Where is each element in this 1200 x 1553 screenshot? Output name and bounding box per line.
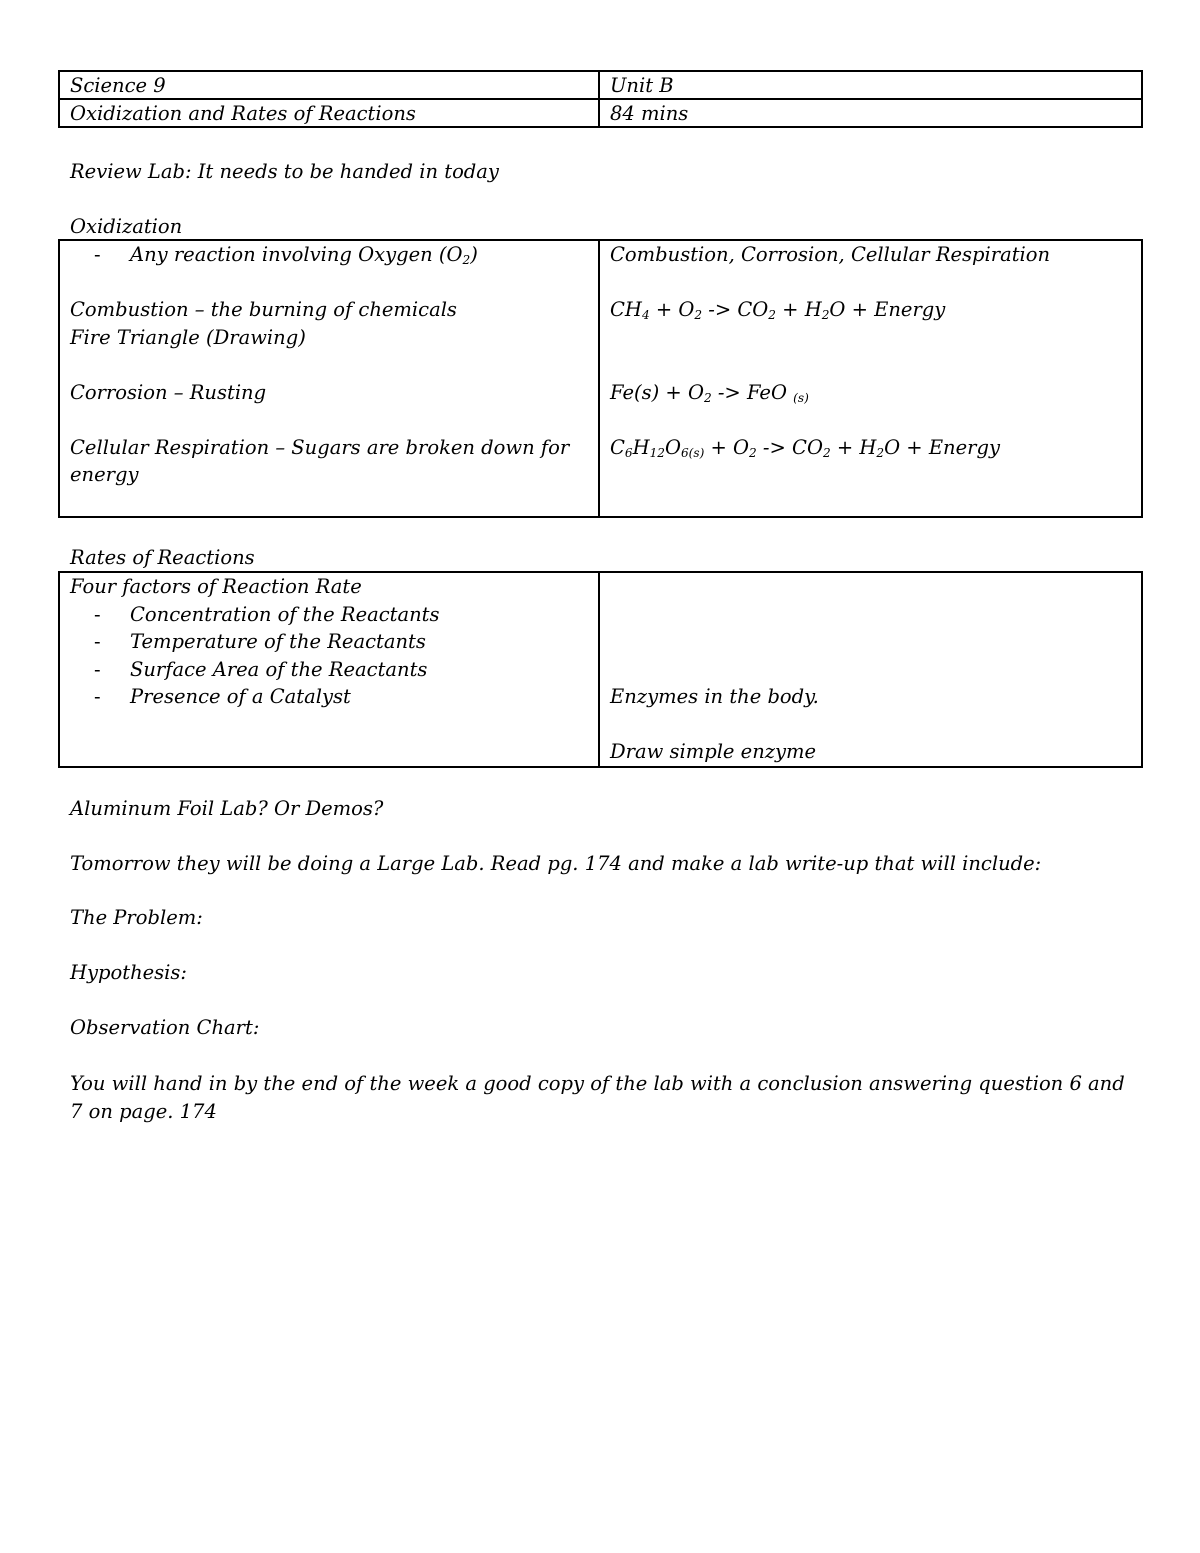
lab-section-observation: Observation Chart:	[70, 1016, 260, 1039]
rates-left-cell	[59, 572, 599, 767]
oxidization-heading: Oxidization	[70, 215, 183, 238]
factor-item: - Concentration of the Reactants	[94, 602, 440, 626]
topic-cell: Oxidization and Rates of Reactions	[59, 99, 599, 127]
factor-item: - Surface Area of the Reactants	[94, 657, 428, 681]
oxidization-row	[59, 240, 1142, 517]
factor-item: - Temperature of the Reactants	[94, 630, 426, 653]
hand-in-note: You will hand in by the end of the week a good copy of the lab with a conclusion answering question 6 and 7 on page. 174	[70, 1072, 1125, 1123]
corrosion-equation: $Fe(s) + O_2$ -> FeO $_{(s)}$	[610, 380, 809, 405]
factor-item: - Presence of a Catalyst	[94, 685, 351, 708]
lab-intro: Tomorrow they will be doing a Large Lab. Read pg. 174 and make a lab write-up that will include:	[70, 852, 1042, 875]
oxygen-bullet: - Any reaction involving Oxygen $(O_2)$	[94, 243, 478, 268]
review-note: Review Lab: It needs to be handed in today	[70, 160, 499, 183]
lab-section-problem: The Problem:	[70, 906, 203, 929]
combustion-definition: Combustion – the burning of chemicals	[70, 298, 457, 321]
fire-triangle-note: Fire Triangle (Drawing)	[70, 325, 306, 349]
enzymes-note: Enzymes in the body.	[610, 685, 819, 708]
oxidization-types: Combustion, Corrosion, Cellular Respiration	[610, 243, 1051, 266]
oxidization-right-cell	[599, 240, 1142, 517]
header-row-topic	[59, 99, 1142, 127]
factors-title: Four factors of Reaction Rate	[70, 575, 362, 598]
demo-note: Aluminum Foil Lab? Or Demos?	[70, 797, 384, 820]
rates-table	[58, 571, 1143, 768]
rates-right-cell	[599, 572, 1142, 767]
course-cell: Science 9	[59, 71, 599, 99]
oxidization-left-cell	[59, 240, 599, 517]
rates-heading: Rates of Reactions	[70, 546, 255, 569]
rates-row	[59, 572, 1142, 767]
duration-cell: 84 mins	[599, 99, 1142, 127]
unit-cell: Unit B	[599, 71, 1142, 99]
draw-enzyme-note: Draw simple enzyme	[610, 740, 817, 763]
respiration-definition: Cellular Respiration – Sugars are broken down for energy	[70, 435, 570, 486]
respiration-equation: $C_6H_{12}O_{6(s)} + O_2 -> CO_2 + H_2O$ + Energy	[610, 435, 1000, 460]
oxidization-table	[58, 239, 1143, 518]
combustion-equation: $CH_4 + O_2 -> CO_2 + H_2O$ + Energy	[610, 298, 946, 323]
bullet-dash: -	[94, 243, 101, 266]
corrosion-definition: Corrosion – Rusting	[70, 380, 267, 404]
header-table	[58, 70, 1143, 128]
header-row-course	[59, 71, 1142, 99]
lab-section-hypothesis: Hypothesis:	[70, 961, 187, 984]
